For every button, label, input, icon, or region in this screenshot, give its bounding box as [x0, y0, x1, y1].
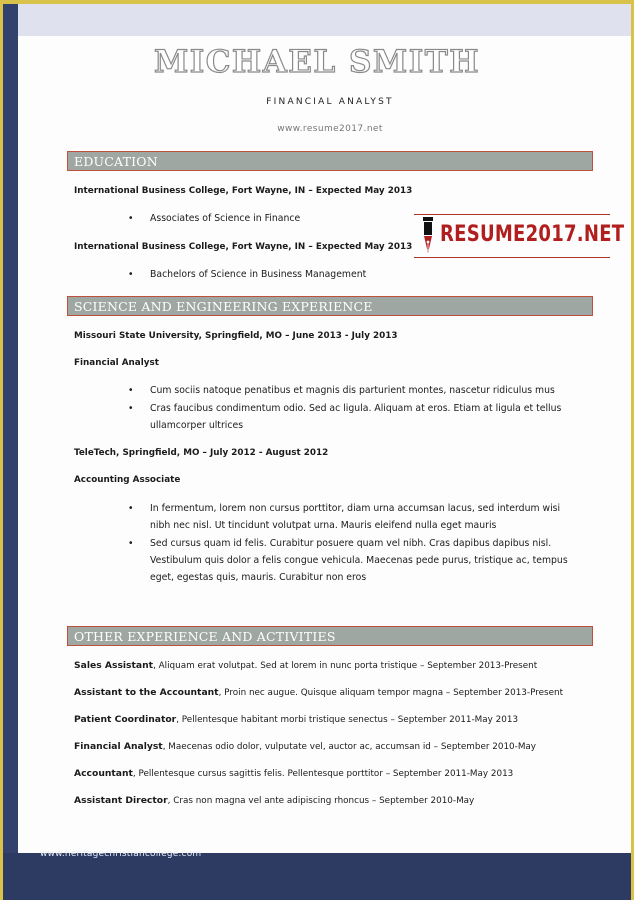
- other-item-5: Accountant, Pellentesque cursus sagittis felis. Pellentesque porttitor – September 2011-May 2013: [74, 768, 514, 779]
- bullet-icon: •: [128, 385, 134, 396]
- experience-role-1: Financial Analyst: [74, 358, 159, 368]
- bullet-icon: •: [128, 213, 134, 224]
- website-link[interactable]: www.resume2017.net: [277, 124, 383, 134]
- brand-logo: [414, 214, 625, 258]
- education-institution-2: International Business College, Fort Wayne, IN – Expected May 2013: [74, 242, 413, 252]
- left-accent-bar: [3, 4, 18, 900]
- brand-text: RESUME2017.NET: [440, 222, 625, 247]
- other-item-1: Sales Assistant, Aliquam erat volutpat. Sed at lorem in nunc porta tristique – September 2013-Present: [74, 660, 538, 671]
- experience-bullet-1-2: • Cras faucibus condimentum odio. Sed ac ligula. Aliquam at eros. Etiam at ligula et tellus ullamcorper ultrices: [128, 400, 568, 434]
- other-item-2: Assistant to the Accountant, Proin nec augue. Quisque aliquam tempor magna – September 2013-Present: [74, 687, 564, 698]
- top-band: [18, 4, 631, 36]
- candidate-name: MICHAEL SMITH: [153, 44, 481, 80]
- section-header-experience: SCIENCE AND ENGINEERING EXPERIENCE: [67, 296, 593, 316]
- candidate-title: FINANCIAL ANALYST: [266, 97, 394, 107]
- section-header-education: EDUCATION: [67, 151, 593, 171]
- other-item-4: Financial Analyst, Maecenas odio dolor, vulputate vel, auctor ac, accumsan id – September 2010-May: [74, 741, 537, 752]
- bullet-icon: •: [128, 403, 134, 414]
- bullet-icon: •: [128, 503, 134, 514]
- watermark-url: www.heritagechristiancollege.com: [40, 849, 202, 859]
- bottom-band: [3, 853, 631, 900]
- education-degree-2: • Bachelors of Science in Business Management: [128, 266, 578, 283]
- education-degree-1: • Associates of Science in Finance: [128, 210, 578, 227]
- bullet-icon: •: [128, 269, 134, 280]
- fountain-pen-icon: [420, 217, 436, 259]
- experience-bullet-2-1: • In fermentum, lorem non cursus porttitor, diam urna accumsan lacus, sed interdum wisi nibh nec nisl. Ut tincidunt volutpat urna. Mauris eleifend nulla eget mauris: [128, 500, 578, 534]
- experience-org-2: TeleTech, Springfield, MO – July 2012 - August 2012: [74, 448, 329, 458]
- other-item-3: Patient Coordinator, Pellentesque habitant morbi tristique senectus – September 2011-May 2013: [74, 714, 519, 725]
- section-header-other: OTHER EXPERIENCE AND ACTIVITIES: [67, 626, 593, 646]
- bullet-icon: •: [128, 538, 134, 549]
- other-item-6: Assistant Director, Cras non magna vel ante adipiscing rhoncus – September 2010-May: [74, 795, 475, 806]
- education-institution-1: International Business College, Fort Wayne, IN – Expected May 2013: [74, 186, 413, 196]
- experience-bullet-2-2: • Sed cursus quam id felis. Curabitur posuere quam vel nibh. Cras dapibus dapibus nisl. Vestibulum quis dolor a felis congue vehicula. Maecenas pede purus, tristique ac, tempus eget, egestas quis, mauris. Curabitur non eros: [128, 535, 578, 586]
- experience-role-2: Accounting Associate: [74, 475, 181, 485]
- experience-bullet-1-1: • Cum sociis natoque penatibus et magnis dis parturient montes, nascetur ridiculus mus: [128, 382, 578, 399]
- experience-org-1: Missouri State University, Springfield, MO – June 2013 - July 2013: [74, 331, 398, 341]
